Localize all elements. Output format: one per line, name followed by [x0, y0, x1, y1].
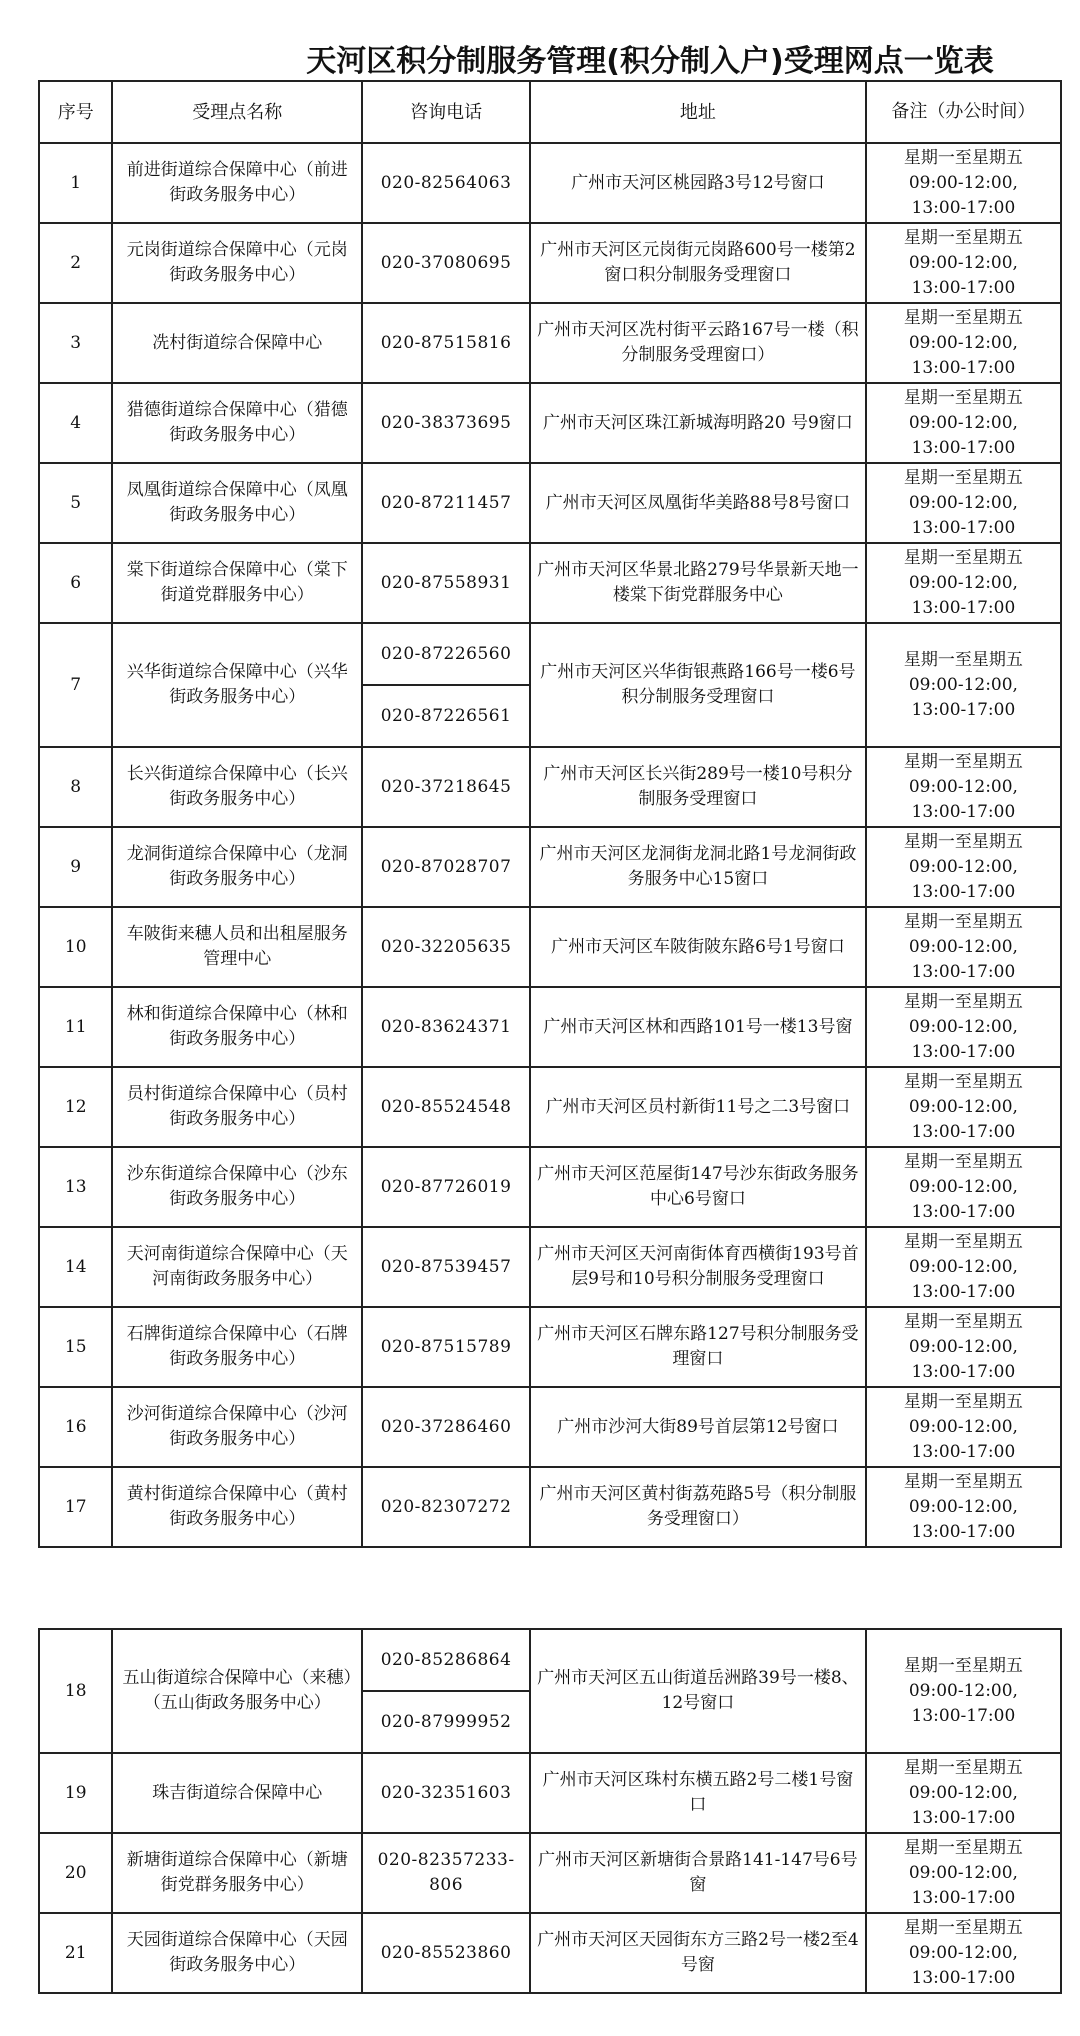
note-pm: 13:00-17:00	[911, 1361, 1016, 1382]
cell-seq: 13	[39, 1147, 112, 1227]
note-pm: 13:00-17:00	[911, 1041, 1016, 1062]
cell-note	[866, 827, 1061, 907]
table-row	[39, 1387, 1061, 1467]
cell-seq: 16	[39, 1387, 112, 1467]
note-days: 星期一至星期五	[903, 1071, 1023, 1092]
note-am: 09:00-12:00,	[908, 776, 1018, 797]
note-days: 星期一至星期五	[903, 1311, 1023, 1332]
table-row	[39, 1067, 1061, 1147]
note-days: 星期一至星期五	[903, 831, 1023, 852]
cell-note	[866, 1467, 1061, 1547]
cell-address: 广州市天河区石牌东路127号积分制服务受理窗口	[530, 1307, 866, 1387]
cell-note	[866, 463, 1061, 543]
cell-note	[866, 907, 1061, 987]
cell-note	[866, 1833, 1061, 1913]
cell-seq: 4	[39, 383, 112, 463]
note-days: 星期一至星期五	[903, 911, 1023, 932]
note-am: 09:00-12:00,	[908, 1496, 1018, 1517]
cell-phone: 020-83624371	[362, 987, 530, 1067]
cell-address: 广州市天河区兴华街银燕路166号一楼6号积分制服务受理窗口	[530, 623, 866, 747]
cell-name: 龙洞街道综合保障中心（龙洞街政务服务中心）	[112, 827, 362, 907]
cell-note	[866, 1629, 1061, 1753]
cell-seq: 11	[39, 987, 112, 1067]
table-row	[39, 1307, 1061, 1387]
table-header-row	[39, 81, 1061, 143]
cell-name: 珠吉街道综合保障中心	[112, 1753, 362, 1833]
table-row	[39, 987, 1061, 1067]
cell-address: 广州市天河区元岗街元岗路600号一楼第2窗口积分制服务受理窗口	[530, 223, 866, 303]
page-title	[0, 42, 1080, 82]
cell-address: 广州市天河区龙洞街龙洞北路1号龙洞街政务服务中心15窗口	[530, 827, 866, 907]
note-am: 09:00-12:00,	[908, 1256, 1018, 1277]
note-am: 09:00-12:00,	[908, 1176, 1018, 1197]
cell-name: 长兴街道综合保障中心（长兴街政务服务中心）	[112, 747, 362, 827]
note-am: 09:00-12:00,	[908, 1416, 1018, 1437]
cell-note	[866, 1753, 1061, 1833]
cell-seq: 12	[39, 1067, 112, 1147]
cell-note	[866, 303, 1061, 383]
header-address: 地址	[530, 81, 866, 143]
cell-note	[866, 1307, 1061, 1387]
cell-phone: 020-37080695	[362, 223, 530, 303]
cell-note	[866, 987, 1061, 1067]
note-pm: 13:00-17:00	[911, 1441, 1016, 1462]
cell-name: 黄村街道综合保障中心（黄村街政务服务中心）	[112, 1467, 362, 1547]
cell-name: 凤凰街道综合保障中心（凤凰街政务服务中心）	[112, 463, 362, 543]
cell-address: 广州市天河区珠江新城海明路20 号9窗口	[530, 383, 866, 463]
header-seq: 序号	[39, 81, 112, 143]
cell-seq: 19	[39, 1753, 112, 1833]
table-row	[39, 1147, 1061, 1227]
cell-address: 广州市天河区范屋街147号沙东街政务服务中心6号窗口	[530, 1147, 866, 1227]
service-points-table	[38, 80, 1062, 1548]
table-row	[39, 1833, 1061, 1913]
table-row	[39, 623, 1061, 685]
note-pm: 13:00-17:00	[911, 1281, 1016, 1302]
note-am: 09:00-12:00,	[908, 856, 1018, 877]
note-pm: 13:00-17:00	[911, 801, 1016, 822]
note-am: 09:00-12:00,	[908, 1862, 1018, 1883]
cell-name: 冼村街道综合保障中心	[112, 303, 362, 383]
cell-phone: 020-85524548	[362, 1067, 530, 1147]
note-pm: 13:00-17:00	[911, 517, 1016, 538]
cell-name: 前进街道综合保障中心（前进街政务服务中心）	[112, 143, 362, 223]
note-days: 星期一至星期五	[903, 1837, 1023, 1858]
cell-name: 林和街道综合保障中心（林和街政务服务中心）	[112, 987, 362, 1067]
header-note: 备注（办公时间）	[866, 81, 1061, 143]
cell-phone: 020-87999952	[362, 1691, 530, 1753]
cell-address: 广州市天河区车陂街陂东路6号1号窗口	[530, 907, 866, 987]
note-days: 星期一至星期五	[903, 387, 1023, 408]
note-days: 星期一至星期五	[903, 147, 1023, 168]
cell-address: 广州市天河区黄村街荔苑路5号（积分制服务受理窗口）	[530, 1467, 866, 1547]
note-pm: 13:00-17:00	[911, 277, 1016, 298]
cell-phone: 020-82307272	[362, 1467, 530, 1547]
cell-note	[866, 1147, 1061, 1227]
table-row	[39, 1629, 1061, 1691]
cell-phone: 020-87539457	[362, 1227, 530, 1307]
cell-phone: 020-37286460	[362, 1387, 530, 1467]
cell-phone: 020-87515816	[362, 303, 530, 383]
table-body	[39, 143, 1061, 1547]
page-gap	[0, 1594, 1080, 1628]
note-pm: 13:00-17:00	[911, 197, 1016, 218]
note-days: 星期一至星期五	[903, 751, 1023, 772]
cell-address: 广州市天河区冼村街平云路167号一楼（积分制服务受理窗口）	[530, 303, 866, 383]
cell-note	[866, 543, 1061, 623]
note-am: 09:00-12:00,	[908, 1336, 1018, 1357]
cell-phone: 020-87028707	[362, 827, 530, 907]
note-am: 09:00-12:00,	[908, 172, 1018, 193]
cell-seq: 21	[39, 1913, 112, 1993]
table-row	[39, 1753, 1061, 1833]
table-row	[39, 543, 1061, 623]
cell-name: 沙东街道综合保障中心（沙东街政务服务中心）	[112, 1147, 362, 1227]
note-pm: 13:00-17:00	[911, 961, 1016, 982]
note-pm: 13:00-17:00	[911, 1807, 1016, 1828]
note-days: 星期一至星期五	[903, 991, 1023, 1012]
table-row	[39, 143, 1061, 223]
note-days: 星期一至星期五	[903, 1231, 1023, 1252]
table-row	[39, 303, 1061, 383]
cell-phone: 020-32351603	[362, 1753, 530, 1833]
note-am: 09:00-12:00,	[908, 936, 1018, 957]
note-days: 星期一至星期五	[903, 547, 1023, 568]
cell-address: 广州市天河区天河南街体育西横街193号首层9号和10号积分制服务受理窗口	[530, 1227, 866, 1307]
cell-name: 元岗街道综合保障中心（元岗街政务服务中心）	[112, 223, 362, 303]
note-days: 星期一至星期五	[903, 1655, 1023, 1676]
cell-address: 广州市天河区五山街道岳洲路39号一楼8、12号窗口	[530, 1629, 866, 1753]
note-days: 星期一至星期五	[903, 227, 1023, 248]
cell-phone: 020-85523860	[362, 1913, 530, 1993]
note-am: 09:00-12:00,	[908, 1016, 1018, 1037]
table-row	[39, 907, 1061, 987]
cell-phone: 020-87226561	[362, 685, 530, 747]
service-points-table-continued	[38, 1628, 1062, 1994]
note-am: 09:00-12:00,	[908, 674, 1018, 695]
note-pm: 13:00-17:00	[911, 1967, 1016, 1988]
table-row	[39, 827, 1061, 907]
cell-address: 广州市天河区凤凰街华美路88号8号窗口	[530, 463, 866, 543]
cell-phone: 020-87726019	[362, 1147, 530, 1227]
cell-phone: 020-82357233-806	[362, 1833, 530, 1913]
note-pm: 13:00-17:00	[911, 881, 1016, 902]
cell-phone: 020-87515789	[362, 1307, 530, 1387]
note-am: 09:00-12:00,	[908, 332, 1018, 353]
cell-note	[866, 1067, 1061, 1147]
cell-phone: 020-37218645	[362, 747, 530, 827]
note-am: 09:00-12:00,	[908, 1942, 1018, 1963]
cell-phone: 020-82564063	[362, 143, 530, 223]
cell-seq: 17	[39, 1467, 112, 1547]
note-am: 09:00-12:00,	[908, 572, 1018, 593]
note-days: 星期一至星期五	[903, 1757, 1023, 1778]
cell-note	[866, 747, 1061, 827]
note-days: 星期一至星期五	[903, 1151, 1023, 1172]
note-pm: 13:00-17:00	[911, 357, 1016, 378]
header-name: 受理点名称	[112, 81, 362, 143]
note-days: 星期一至星期五	[903, 649, 1023, 670]
cell-name: 天河南街道综合保障中心（天河南街政务服务中心）	[112, 1227, 362, 1307]
cell-seq: 5	[39, 463, 112, 543]
cell-address: 广州市天河区珠村东横五路2号二楼1号窗口	[530, 1753, 866, 1833]
cell-seq: 6	[39, 543, 112, 623]
cell-name: 五山街道综合保障中心（来穗）（五山街政务服务中心）	[112, 1629, 362, 1753]
cell-name: 车陂街来穗人员和出租屋服务管理中心	[112, 907, 362, 987]
note-am: 09:00-12:00,	[908, 1096, 1018, 1117]
cell-seq: 2	[39, 223, 112, 303]
cell-note	[866, 623, 1061, 747]
cell-seq: 15	[39, 1307, 112, 1387]
cell-phone: 020-87558931	[362, 543, 530, 623]
note-pm: 13:00-17:00	[911, 437, 1016, 458]
cell-address: 广州市天河区桃园路3号12号窗口	[530, 143, 866, 223]
note-days: 星期一至星期五	[903, 467, 1023, 488]
cell-address: 广州市天河区天园街东方三路2号一楼2至4号窗	[530, 1913, 866, 1993]
cell-seq: 10	[39, 907, 112, 987]
cell-seq: 20	[39, 1833, 112, 1913]
cell-note	[866, 1387, 1061, 1467]
note-days: 星期一至星期五	[903, 1917, 1023, 1938]
note-pm: 13:00-17:00	[911, 597, 1016, 618]
cell-seq: 1	[39, 143, 112, 223]
cell-seq: 9	[39, 827, 112, 907]
table-row	[39, 463, 1061, 543]
cell-address: 广州市天河区长兴街289号一楼10号积分制服务受理窗口	[530, 747, 866, 827]
note-pm: 13:00-17:00	[911, 1705, 1016, 1726]
table-row	[39, 1913, 1061, 1993]
cell-seq: 14	[39, 1227, 112, 1307]
note-am: 09:00-12:00,	[908, 412, 1018, 433]
cell-name: 沙河街道综合保障中心（沙河街政务服务中心）	[112, 1387, 362, 1467]
note-days: 星期一至星期五	[903, 1471, 1023, 1492]
cell-address: 广州市天河区员村新街11号之二3号窗口	[530, 1067, 866, 1147]
cell-note	[866, 1913, 1061, 1993]
note-am: 09:00-12:00,	[908, 492, 1018, 513]
cell-phone: 020-87211457	[362, 463, 530, 543]
cell-note	[866, 383, 1061, 463]
table-row	[39, 1227, 1061, 1307]
cell-name: 猎德街道综合保障中心（猎德街政务服务中心）	[112, 383, 362, 463]
cell-seq: 8	[39, 747, 112, 827]
cell-name: 棠下街道综合保障中心（棠下街道党群服务中心）	[112, 543, 362, 623]
cell-phone: 020-87226560	[362, 623, 530, 685]
cell-seq: 7	[39, 623, 112, 747]
page-title-text: 天河区积分制服务管理(积分制入户)受理网点一览表	[306, 44, 994, 79]
note-days: 星期一至星期五	[903, 307, 1023, 328]
cell-name: 新塘街道综合保障中心（新塘街党群务服务中心）	[112, 1833, 362, 1913]
table-row	[39, 1467, 1061, 1547]
cell-address: 广州市沙河大街89号首层第12号窗口	[530, 1387, 866, 1467]
cell-phone: 020-85286864	[362, 1629, 530, 1691]
cell-note	[866, 143, 1061, 223]
table-row	[39, 383, 1061, 463]
cell-address: 广州市天河区华景北路279号华景新天地一楼棠下街党群服务中心	[530, 543, 866, 623]
cell-seq: 3	[39, 303, 112, 383]
note-am: 09:00-12:00,	[908, 1680, 1018, 1701]
cell-name: 员村街道综合保障中心（员村街政务服务中心）	[112, 1067, 362, 1147]
note-am: 09:00-12:00,	[908, 252, 1018, 273]
cell-phone: 020-32205635	[362, 907, 530, 987]
note-pm: 13:00-17:00	[911, 699, 1016, 720]
note-am: 09:00-12:00,	[908, 1782, 1018, 1803]
cell-note	[866, 1227, 1061, 1307]
note-days: 星期一至星期五	[903, 1391, 1023, 1412]
header-phone: 咨询电话	[362, 81, 530, 143]
table-body-continued	[39, 1629, 1061, 1993]
table-row	[39, 747, 1061, 827]
cell-name: 天园街道综合保障中心（天园街政务服务中心）	[112, 1913, 362, 1993]
note-pm: 13:00-17:00	[911, 1201, 1016, 1222]
note-pm: 13:00-17:00	[911, 1121, 1016, 1142]
cell-name: 兴华街道综合保障中心（兴华街政务服务中心）	[112, 623, 362, 747]
note-pm: 13:00-17:00	[911, 1521, 1016, 1542]
cell-name: 石牌街道综合保障中心（石牌街政务服务中心）	[112, 1307, 362, 1387]
cell-address: 广州市天河区林和西路101号一楼13号窗	[530, 987, 866, 1067]
note-pm: 13:00-17:00	[911, 1887, 1016, 1908]
cell-seq: 18	[39, 1629, 112, 1753]
cell-address: 广州市天河区新塘街合景路141-147号6号窗	[530, 1833, 866, 1913]
cell-note	[866, 223, 1061, 303]
table-row	[39, 223, 1061, 303]
cell-phone: 020-38373695	[362, 383, 530, 463]
